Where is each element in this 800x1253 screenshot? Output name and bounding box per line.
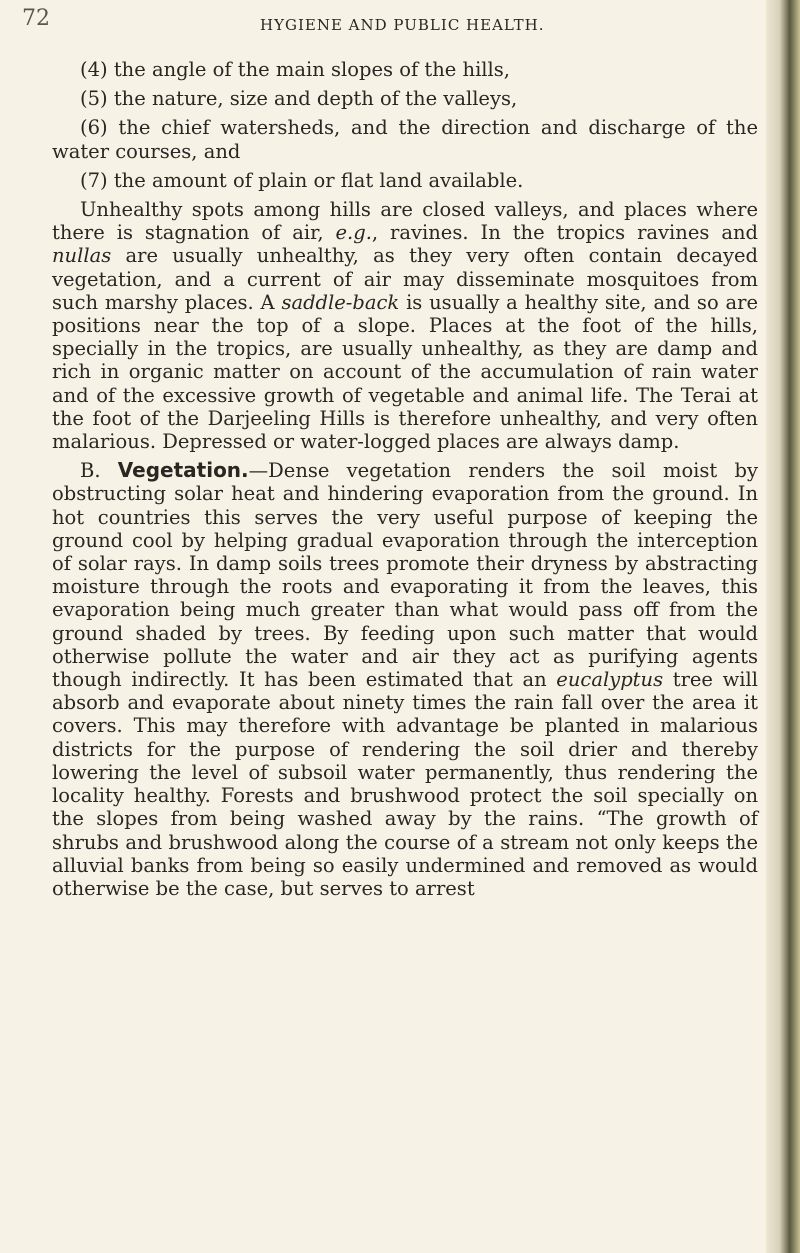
list-text: the amount of plain or flat land available. bbox=[113, 168, 524, 192]
italic-term: nullas bbox=[52, 244, 112, 268]
text-run: , ravines. In the tropics ravines and bbox=[371, 221, 758, 245]
page-body bbox=[52, 58, 758, 906]
list-item bbox=[52, 87, 758, 110]
list-number: (5) bbox=[80, 87, 108, 111]
list-item bbox=[52, 116, 758, 162]
list-number: (6) bbox=[80, 116, 108, 140]
list-item bbox=[52, 169, 758, 192]
text-run: is usually a healthy site, and so are positions near the top of a slope. Places at the foot of the hills, specially in the tropics, are usually unhealthy, as they are damp and rich in organic matter on account of the accumulation of rain water and of the excessive growth of vegetable and animal life. The Terai at the foot of the Darjeeling Hills is therefore unhealthy, and very often malarious. Depressed or water-logged places are always damp. bbox=[52, 290, 758, 454]
text-run: tree will absorb and evaporate about ninety times the rain fall over the area it covers. This may therefore with advantage be planted in malarious districts for the purpose of rendering the soil drier and thereby lowering the level of subsoil water permanently, thus rendering the locality healthy. Forests and brushwood protect the soil specially on the slopes from being washed away by the rains. “The growth of shrubs and brushwood along the course of a stream not only keeps the alluvial banks from being so easily undermined and removed as would otherwise be the case, but serves to arrest bbox=[52, 668, 758, 900]
italic-term: saddle-back bbox=[281, 290, 400, 314]
section-title: Vegetation. bbox=[117, 458, 249, 483]
list-text: the nature, size and depth of the valleys, bbox=[113, 87, 518, 111]
page-number: 72 bbox=[22, 6, 50, 31]
list-number: (7) bbox=[80, 168, 108, 192]
italic-term: e.g. bbox=[335, 221, 372, 245]
text-run: —Dense vegetation renders the soil moist by obstructing solar heat and hindering evaporation from the ground. In hot countries this serves the very useful purpose of keeping the ground cool by helping gradual evaporation through the interception of solar rays. In damp soils trees promote their dryness by abstracting moisture through the roots and evaporating it from the leaves, this evaporation being much greater than what would pass off from the ground shaded by trees. By feeding upon such matter that would otherwise pollute the water and air they act as purifying agents though indirectly. It has been estimated that an bbox=[52, 459, 758, 692]
text-run: are usually unhealthy, as they very often contain decayed vegetation, and a current of air may disseminate mosquitoes from such marshy places. A bbox=[52, 244, 758, 314]
text-run: Unhealthy spots among hills are closed valleys, and places where there is stagnation of air, bbox=[52, 198, 758, 245]
list-number: (4) bbox=[80, 58, 108, 81]
paragraph-unhealthy-spots bbox=[52, 198, 758, 453]
section-letter: B. bbox=[80, 459, 101, 483]
list-item bbox=[52, 58, 758, 81]
running-head: HYGIENE AND PUBLIC HEALTH. bbox=[260, 16, 545, 34]
section-vegetation bbox=[52, 459, 758, 900]
page-edge bbox=[766, 0, 800, 1253]
italic-term: eucalyptus bbox=[556, 668, 664, 692]
list-text: the angle of the main slopes of the hills, bbox=[113, 58, 510, 81]
list-text: the chief watersheds, and the direction and discharge of the water courses, and bbox=[52, 116, 758, 163]
